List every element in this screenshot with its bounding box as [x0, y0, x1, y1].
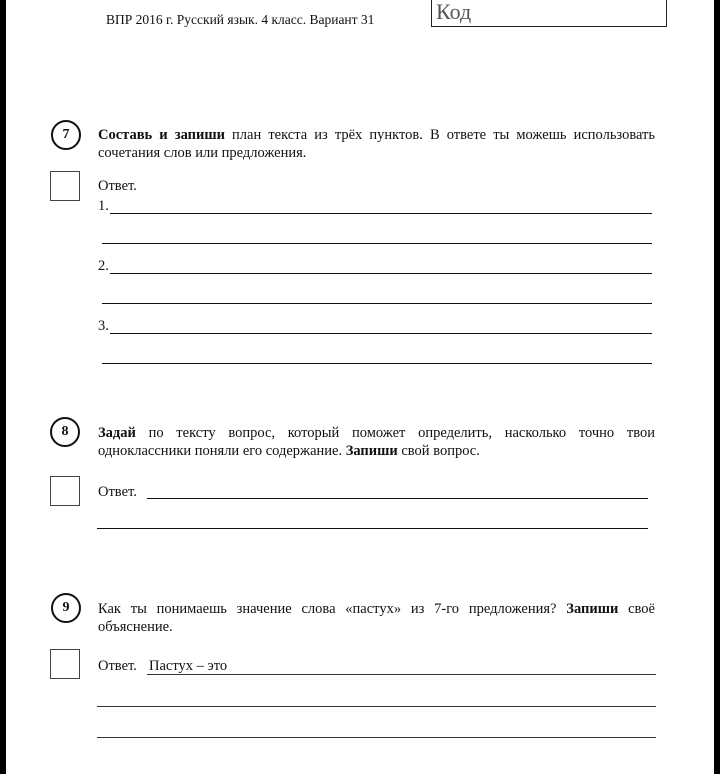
task-9-bold-1: Запиши	[566, 601, 619, 617]
task-8-bold-2: Запиши	[345, 443, 398, 459]
task-8-answer-line-2[interactable]	[97, 528, 648, 529]
task-9-answer-line-3[interactable]	[97, 737, 656, 738]
page-header: ВПР 2016 г. Русский язык. 4 класс. Вариант 31	[106, 12, 375, 27]
worksheet-page	[6, 0, 714, 774]
task-9-answer-start: Пастух – это	[149, 658, 228, 674]
task-7-item-3-number: 3.	[98, 318, 109, 334]
task-7-item-1-line-2[interactable]	[102, 243, 652, 244]
task-8-bold-1: Задай	[98, 425, 136, 441]
task-7-number: 7	[51, 120, 81, 150]
task-9-text-2: своё объяснение.	[98, 601, 655, 635]
task-7-item-3-line-2[interactable]	[102, 363, 652, 364]
task-9-text-1: Как ты понимаешь значение слова «пастух» из 7-го предложения?	[98, 601, 567, 617]
task-9-score-box	[50, 649, 80, 679]
task-9-answer-line-1[interactable]	[147, 674, 656, 675]
task-9-answer-label: Ответ.	[98, 658, 137, 674]
task-9-number: 9	[51, 593, 81, 623]
task-9-answer-line-2[interactable]	[97, 706, 656, 707]
task-9-text	[98, 600, 655, 636]
task-7-item-3-line[interactable]	[110, 333, 652, 334]
task-7-item-1-number: 1.	[98, 198, 109, 214]
task-7-item-2-line-2[interactable]	[102, 303, 652, 304]
task-7-instruction-rest: план текста из трёх пунктов. В ответе ты можешь использовать сочетания слов или предложения.	[98, 127, 655, 161]
code-box[interactable]	[431, 0, 667, 27]
task-8-text-1: по тексту вопрос, который поможет определить, насколько точно твои одноклассники поняли его содержание.	[98, 425, 655, 459]
task-8-answer-line-1[interactable]	[147, 498, 648, 499]
task-7-item-2-number: 2.	[98, 258, 109, 274]
task-8-text	[98, 424, 655, 460]
task-7-text	[98, 126, 655, 162]
task-7-instruction-bold: Составь и запиши	[98, 127, 225, 143]
task-8-text-2: свой вопрос.	[397, 443, 480, 459]
task-8-score-box	[50, 476, 80, 506]
task-7-score-box	[50, 171, 80, 201]
code-label: Код	[436, 0, 472, 24]
task-7-answer-label: Ответ.	[98, 178, 137, 194]
task-7-item-1-line[interactable]	[110, 213, 652, 214]
task-8-number: 8	[50, 417, 80, 447]
task-8-answer-label: Ответ.	[98, 484, 137, 500]
task-7-item-2-line[interactable]	[110, 273, 652, 274]
